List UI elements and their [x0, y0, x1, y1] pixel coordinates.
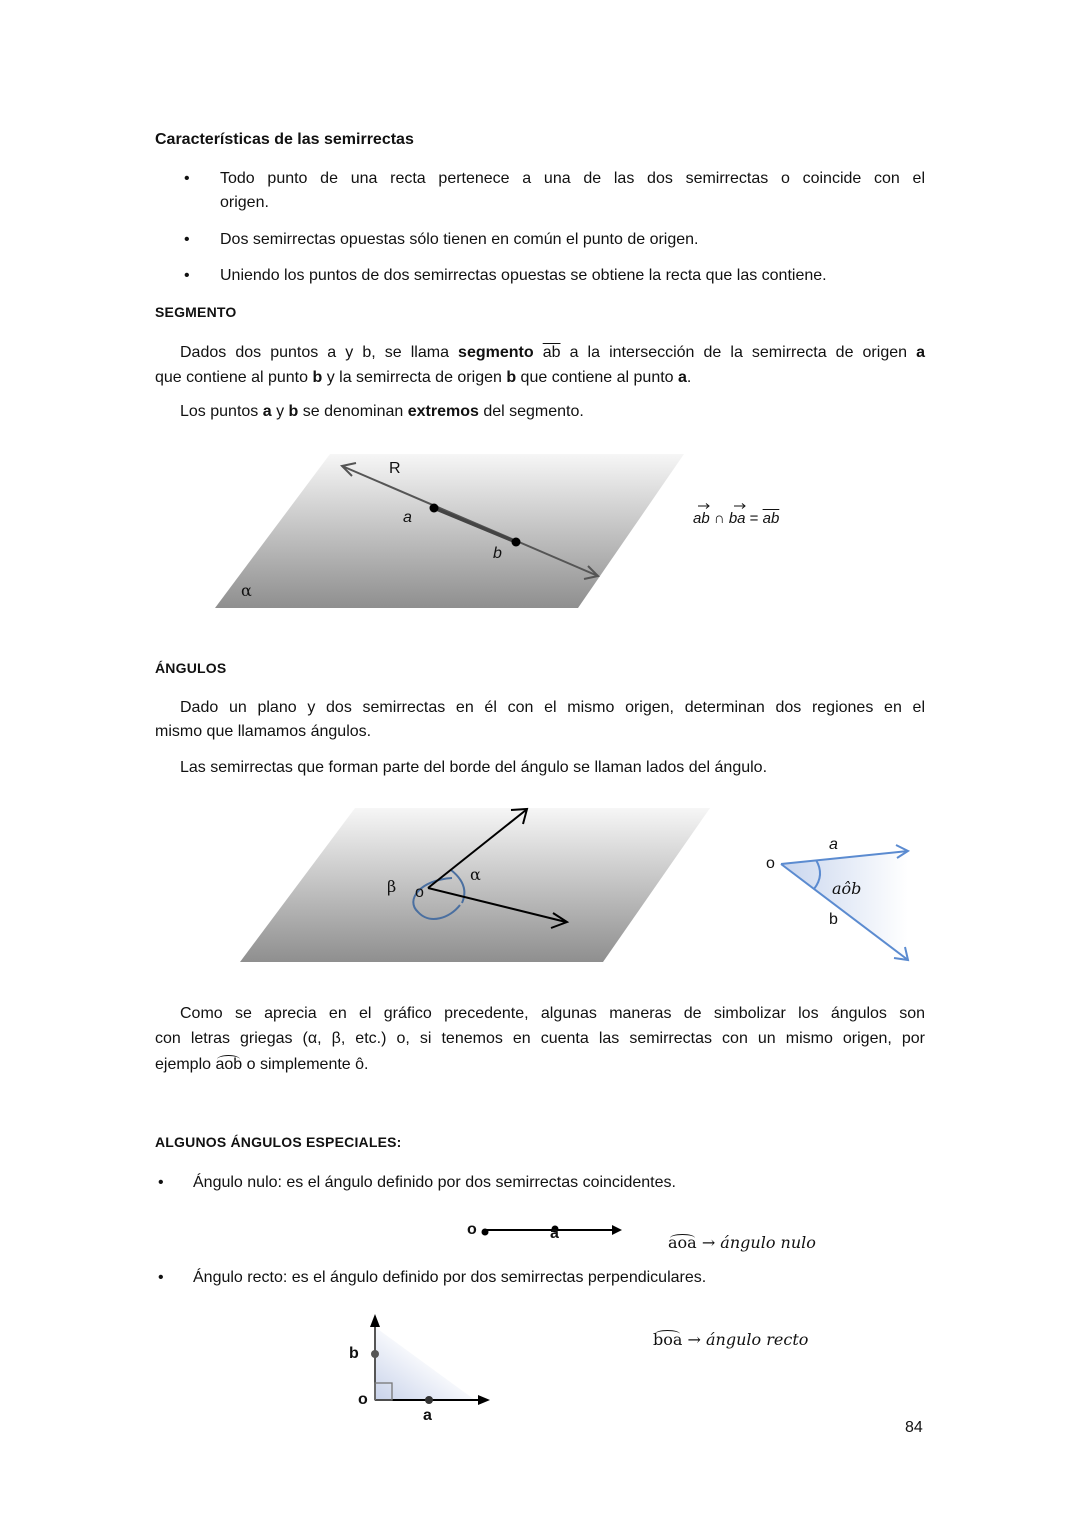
arrowhead-icon [370, 1314, 380, 1327]
bullet-icon: • [184, 231, 190, 248]
bullet-text: Uniendo los puntos de dos semirrectas opuestas se obtiene la recta que las contiene. [220, 267, 827, 284]
point-a [425, 1396, 433, 1404]
arrowhead-icon [478, 1395, 490, 1405]
label-b: b [829, 911, 838, 928]
text: se denominan [298, 403, 408, 420]
angulos-paragraph-line: Dado un plano y dos semirrectas en él con el mismo origen, determinan dos regiones en el [180, 699, 925, 716]
text: → ángulo recto [687, 1330, 809, 1349]
section-title-angulos: ÁNGULOS [155, 660, 227, 676]
label-o: o [766, 855, 775, 872]
formula-angulo-nulo [668, 1232, 816, 1254]
text: a [678, 369, 687, 386]
text: b [506, 369, 517, 386]
text: y la semirrecta de origen [322, 369, 507, 386]
term-extremos: extremos [407, 403, 479, 420]
text: ejemplo [155, 1056, 216, 1073]
text: y [271, 403, 289, 420]
ray-ab [693, 510, 710, 527]
point-b [371, 1350, 379, 1358]
section-title-segmento: SEGMENTO [155, 304, 237, 320]
bullet-text: Ángulo nulo: es el ángulo definido por dos semirrectas coincidentes. [193, 1174, 676, 1191]
point-b [512, 538, 521, 547]
angle-symbol-aob [215, 1056, 242, 1073]
label-b: b [493, 545, 502, 562]
plane-alpha [215, 454, 684, 608]
bullet-icon: • [184, 170, 190, 187]
text: b [288, 403, 299, 420]
label-a: a [403, 509, 412, 526]
label-R: R [389, 460, 401, 477]
text: = [745, 510, 763, 527]
label-a: a [550, 1225, 559, 1242]
text: a [916, 344, 925, 361]
text: a la intersección de la semirrecta de origen [560, 344, 917, 361]
arrowhead-icon [612, 1225, 622, 1235]
arc-icon [655, 1330, 680, 1338]
segment-symbol: $\overline{ab}$ [762, 510, 780, 527]
text: Los puntos [180, 403, 263, 420]
text: que contiene al punto [516, 369, 679, 386]
angle-symbol [668, 1233, 697, 1252]
angulos-paragraph-line: mismo que llamamos ángulos. [155, 723, 372, 740]
text: . [686, 369, 692, 386]
right-angle-fill [375, 1327, 475, 1400]
point-a [430, 504, 439, 513]
bullet-text: origen. [220, 194, 269, 211]
section-heading-semirrectas: Características de las semirrectas [155, 131, 414, 148]
text: del segmento. [478, 403, 584, 420]
point-o [482, 1229, 489, 1236]
bullet-icon: • [158, 1269, 164, 1286]
text: a [262, 403, 272, 420]
text: → ángulo nulo [701, 1233, 816, 1252]
label-alpha: α [241, 581, 252, 600]
formula-intersection [693, 508, 779, 530]
label-b: b [349, 1345, 359, 1362]
bullet-text: Ángulo recto: es el ángulo definido por dos semirrectas perpendiculares. [193, 1269, 707, 1286]
text: ba [728, 510, 746, 527]
bullet-icon: • [158, 1174, 164, 1191]
text: que contiene al punto [155, 369, 313, 386]
label-angle-aob: aôb [832, 879, 862, 898]
text: b [312, 369, 323, 386]
formula-angulo-recto [653, 1329, 808, 1351]
page-number: 84 [905, 1419, 923, 1436]
section-title-especiales: ALGUNOS ÁNGULOS ESPECIALES: [155, 1134, 402, 1150]
bullet-icon: • [184, 267, 190, 284]
text: o simplemente ô. [242, 1056, 369, 1073]
label-a: a [829, 836, 838, 853]
angle-symbol [653, 1330, 682, 1349]
bullet-text: Todo punto de una recta pertenece a una de las dos semirrectas o coincide con el [220, 170, 925, 187]
simbolos-paragraph-line: con letras griegas (α, β, etc.) o, si tenemos en cuenta las semirrectas con un mismo origen, por [155, 1030, 925, 1047]
label-beta: β [387, 877, 397, 896]
label-alpha: α [470, 865, 481, 884]
angulos-paragraph-line: Las semirrectas que forman parte del borde del ángulo se llaman lados del ángulo. [180, 759, 768, 776]
arc-icon [217, 1055, 240, 1064]
label-o: o [415, 884, 424, 901]
simbolos-paragraph-line [155, 1054, 368, 1076]
label-o: o [358, 1391, 368, 1408]
text: ∩ [709, 510, 729, 527]
ray-ba [729, 510, 746, 527]
segment-symbol: $\overline{ab}$ [542, 344, 561, 361]
label-o: o [467, 1221, 477, 1238]
term-segmento: segmento [458, 344, 534, 361]
vector-arrow-icon [698, 503, 710, 509]
arc-icon [670, 1234, 695, 1242]
vector-arrow-icon [734, 503, 746, 509]
bullet-text: Dos semirrectas opuestas sólo tienen en común el punto de origen. [220, 231, 699, 248]
text: ab [693, 510, 710, 527]
label-a: a [423, 1407, 432, 1424]
text: boa [653, 1330, 683, 1349]
text: Dados dos puntos a y b, se llama [180, 344, 459, 361]
text: aob [215, 1056, 243, 1073]
simbolos-paragraph-line: Como se aprecia en el gráfico precedente, algunas maneras de simbolizar los ángulos son [180, 1005, 925, 1022]
text: aoa [668, 1233, 697, 1252]
